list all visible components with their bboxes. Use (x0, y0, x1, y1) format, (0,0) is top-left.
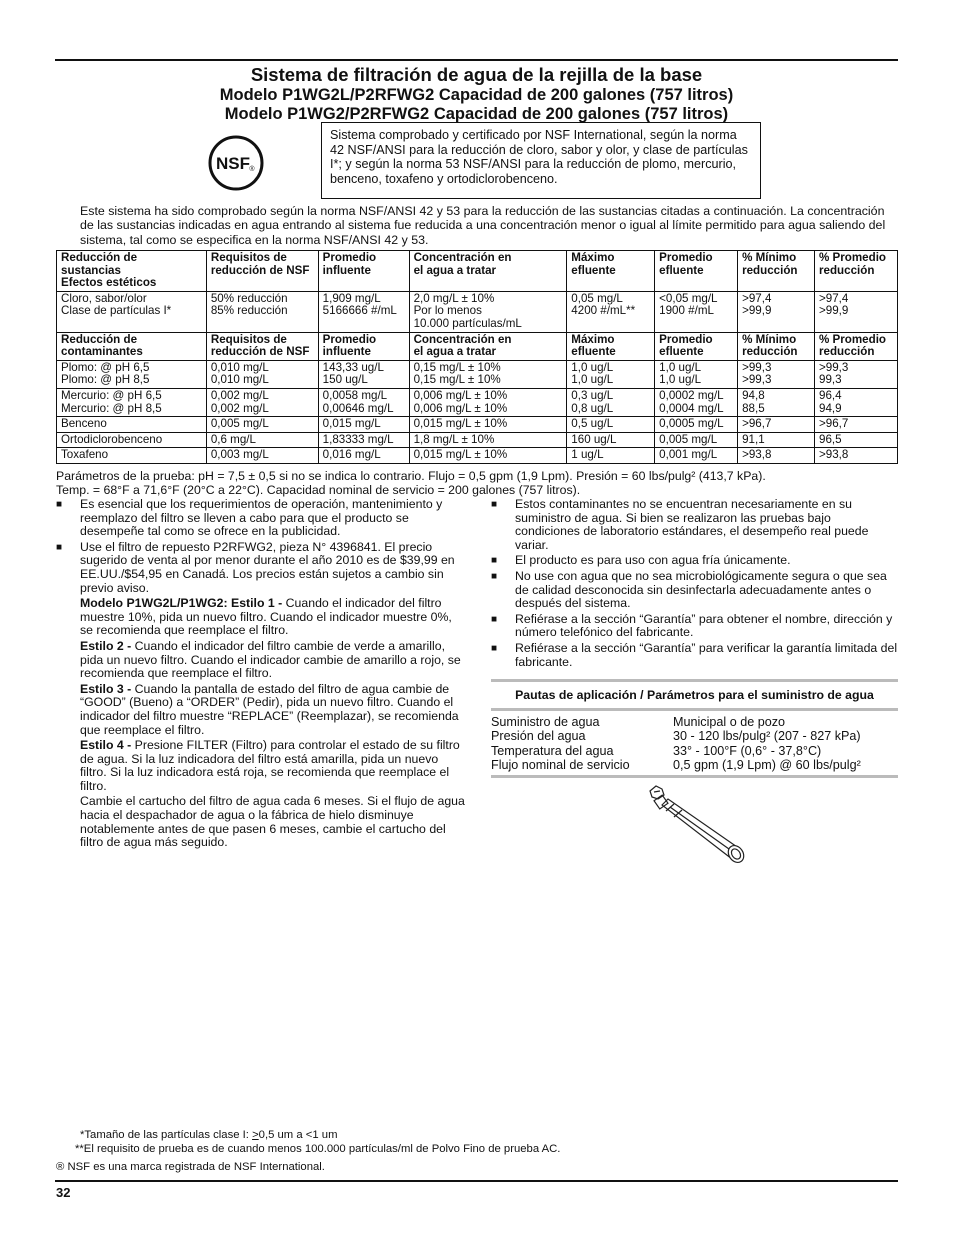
style-3-paragraph (80, 683, 466, 737)
table-cell: Cloro, sabor/olor Clase de partículas I* (57, 291, 207, 332)
table-cell: 0,05 mg/L 4200 #/mL** (567, 291, 655, 332)
footnotes (56, 1128, 898, 1174)
guidelines-row (491, 744, 898, 758)
guidelines-rows (491, 711, 898, 778)
list-item (56, 498, 466, 539)
table-cell: 1,0 ug/L 1,0 ug/L (655, 360, 738, 388)
table-cell: 0,015 mg/L ± 10% (409, 417, 567, 433)
guidelines-value: Municipal o de pozo (673, 715, 786, 729)
bullet-icon: ■ (491, 570, 498, 582)
table-cell: 1,83333 mg/L (318, 432, 409, 448)
table-header-row (57, 251, 898, 292)
table-cell: 50% reducción 85% reducción (206, 291, 318, 332)
replace-cartridge-paragraph: Cambie el cartucho del filtro de agua cada 6 meses. Si el flujo de agua hacia el despachador de agua o la fábrica de hielo disminuye notablemente antes de que pasen 6 meses, cambie el cartucho del filtro de agua más seguido. (80, 794, 465, 850)
table-cell: Reducción de sustancias Efectos estéticos (57, 251, 207, 292)
table-row (57, 291, 898, 332)
style-4-text: Presione FILTER (Filtro) para controlar el estado de su filtro de agua. Si la luz indicadora del filtro está amarilla, pida un nuevo filtro. Si la luz indicadora está roja, se recomienda que reemplace el filtro. (80, 738, 460, 793)
guidelines-value: 0,5 gpm (1,9 Lpm) @ 60 lbs/pulg² (673, 758, 861, 773)
table-cell: 160 ug/L (567, 432, 655, 448)
table-cell: 0,002 mg/L 0,002 mg/L (206, 388, 318, 416)
table-cell: Máximo efluente (567, 332, 655, 360)
style-1-label: Modelo P1WG2L/P1WG2: Estilo 1 - (80, 596, 283, 611)
table-row (57, 432, 898, 448)
footnote-2: **El requisito de prueba es de cuando menos 100.000 partículas/ml de Polvo Fino de prueba AC. (75, 1143, 561, 1155)
table-cell: >93,8 (738, 448, 815, 464)
style-2-label: Estilo 2 - (80, 638, 132, 653)
footnote-1 (56, 1128, 898, 1142)
table-cell: 0,005 mg/L (655, 432, 738, 448)
table-row (57, 417, 898, 433)
table-cell: Benceno (57, 417, 207, 433)
table-cell: 2,0 mg/L ± 10% Por lo menos 10.000 partículas/mL (409, 291, 567, 332)
table-cell: Promedio efluente (655, 332, 738, 360)
style-3-label: Estilo 3 - (80, 681, 132, 696)
table-cell: 1,0 ug/L 1,0 ug/L (567, 360, 655, 388)
table-cell: 0,010 mg/L 0,010 mg/L (206, 360, 318, 388)
table-cell: 0,003 mg/L (206, 448, 318, 464)
table-cell: 0,001 mg/L (655, 448, 738, 464)
table-cell: % Promedio reducción (815, 332, 898, 360)
table-header-row (57, 332, 898, 360)
style-1-text: Cuando el indicador del filtro muestre 10%, pida un nuevo filtro. Cuando el indicador muestre 0%, se recomienda que reemplace el filtro. (80, 596, 452, 638)
table-cell: Requisitos de reducción de NSF (206, 332, 318, 360)
table-cell: 0,015 mg/L (318, 417, 409, 433)
table-row (57, 360, 898, 388)
bullet-icon: ■ (491, 499, 498, 510)
footnote-1-pre: *Tamaño de las partículas clase I: (80, 1129, 253, 1141)
table-cell: 1 ug/L (567, 448, 655, 464)
guidelines-value: 30 - 120 lbs/pulg² (207 - 827 kPa) (673, 729, 861, 744)
table-cell: 96,4 94,9 (815, 388, 898, 416)
table-cell: Máximo efluente (567, 251, 655, 292)
footnote-1-ge: > (252, 1129, 259, 1141)
table-cell: 0,016 mg/L (318, 448, 409, 464)
intro-paragraph: Este sistema ha sido comprobado según la norma NSF/ANSI 42 y 53 para la reducción de las sustancias citadas a continuación. La concentración de las sustancias indicadas en agua entrando al sistema fue reducida a una concentración menor o igual al límite permitido para agua saliendo del sistema, tal como se especifica en la norma NSF/ANSI 42 y 53. (80, 204, 886, 247)
bullet-icon: ■ (56, 499, 63, 510)
performance-table (56, 250, 898, 464)
table-cell: Promedio influente (318, 332, 409, 360)
table-cell: 0,006 mg/L ± 10% 0,006 mg/L ± 10% (409, 388, 567, 416)
table-cell: Concentración en el agua a tratar (409, 251, 567, 292)
top-rule (55, 59, 898, 61)
page-title (55, 64, 898, 124)
style-2-text: Cuando el indicador del filtro cambie de verde a amarillo, pida un nuevo filtro. Cuando el indicador cambie de amarillo a rojo, se recomienda que reemplace el filtro. (80, 638, 461, 681)
table-cell: >99,3 99,3 (815, 360, 898, 388)
table-cell: 1,8 mg/L ± 10% (409, 432, 567, 448)
nsf-logo-text: NSF (216, 154, 250, 173)
table-cell: <0,05 mg/L 1900 #/mL (655, 291, 738, 332)
table-cell: 143,33 ug/L 150 ug/L (318, 360, 409, 388)
guidelines-key: Temperatura del agua (491, 743, 614, 758)
table-cell: Reducción de contaminantes (57, 332, 207, 360)
table-cell: % Mínimo reducción (738, 251, 815, 292)
guidelines-title: Pautas de aplicación / Parámetros para el suministro de agua (491, 679, 898, 711)
table-cell: >97,4 >99,9 (738, 291, 815, 332)
page-number: 32 (56, 1185, 71, 1200)
guidelines-row (491, 758, 898, 772)
list-item-text: Es esencial que los requerimientos de operación, mantenimiento y reemplazo del filtro se lleven a cabo para que el producto se desempeñe tal como se ofrece en la publicidad. (80, 497, 443, 539)
table-cell: >93,8 (815, 448, 898, 464)
style-4-label: Estilo 4 - (80, 738, 132, 753)
list-item (491, 570, 898, 611)
table-cell: Toxafeno (57, 448, 207, 464)
filter-cartridge-icon (640, 783, 750, 865)
table-cell: Promedio influente (318, 251, 409, 292)
guidelines-key: Suministro de agua (491, 715, 600, 729)
guidelines-value: 33° - 100°F (0,6° - 37,8°C) (673, 743, 822, 758)
list-item-text: Refiérase a la sección “Garantía” para obtener el nombre, dirección y número telefónico del fabricante. (515, 611, 893, 640)
nsf-logo-icon (208, 135, 264, 191)
table-cell: 0,0058 mg/L 0,00646 mg/L (318, 388, 409, 416)
title-line-1: Sistema de filtración de agua de la rejilla de la base (250, 64, 703, 85)
test-parameters (56, 469, 898, 497)
nsf-logo-mark: ® (249, 166, 255, 173)
list-item-text: Estos contaminantes no se encuentran necesariamente en su suministro de agua. Si bien se realizaron las pruebas bajo condiciones de laboratorio estándares, el desempeño real puede variar. (515, 497, 869, 552)
list-item (491, 613, 898, 640)
certification-box: Sistema comprobado y certificado por NSF International, según la norma 42 NSF/ANSI para la reducción de cloro, sabor y olor, y clase de partículas I*; y según la norma 53 NSF/ANSI para la reducción de plomo, mercurio, benceno, toxafeno y ortodiclorobenceno. (321, 122, 761, 199)
footnote-1-post: 0,5 um a <1 um (258, 1129, 338, 1141)
test-parameters-line-1: Parámetros de la prueba: pH = 7,5 ± 0,5 si no se indica lo contrario. Flujo = 0,5 gpm (1,9 Lpm). Presión = 60 lbs/pulg² (413,7 kPa). (56, 469, 766, 483)
guidelines-key: Flujo nominal de servicio (491, 758, 630, 773)
table-cell: 94,8 88,5 (738, 388, 815, 416)
table-row (57, 448, 898, 464)
bullet-icon: ■ (491, 613, 498, 625)
table-cell: 0,5 ug/L (567, 417, 655, 433)
table-cell: Concentración en el agua a tratar (409, 332, 567, 360)
table-cell: >99,3 >99,3 (738, 360, 815, 388)
style-4-paragraph (80, 739, 466, 793)
list-item-text: Use el filtro de repuesto P2RFWG2, pieza N° 4396841. El precio sugerido de venta al por menor durante el año 2010 es de $39,99 en EE.UU./$54,95 en Canadá. Los precios están sujetos a cambio sin previo aviso. (80, 539, 455, 595)
list-item (491, 642, 898, 669)
table-cell: 0,15 mg/L ± 10% 0,15 mg/L ± 10% (409, 360, 567, 388)
table-cell: 0,3 ug/L 0,8 ug/L (567, 388, 655, 416)
bullet-icon: ■ (491, 642, 498, 654)
guidelines-row (491, 715, 898, 729)
left-column (56, 498, 466, 852)
test-parameters-line-2: Temp. = 68°F a 71,6°F (20°C a 22°C). Capacidad nominal de servicio = 200 galones (757 litros). (56, 483, 581, 497)
table-row (57, 388, 898, 416)
footnote-3: ® NSF es una marca registrada de NSF International. (56, 1161, 325, 1173)
list-item (56, 541, 466, 595)
table-cell: Mercurio: @ pH 6,5 Mercurio: @ pH 8,5 (57, 388, 207, 416)
table-cell: Promedio efluente (655, 251, 738, 292)
table-cell: >96,7 (738, 417, 815, 433)
table-cell: % Mínimo reducción (738, 332, 815, 360)
right-column (491, 498, 898, 671)
list-item-text: El producto es para uso con agua fría únicamente. (515, 553, 791, 568)
list-item (491, 554, 898, 568)
style-3-text: Cuando la pantalla de estado del filtro de agua cambie de “GOOD” (Bueno) a “ORDER” (Pedir), pida un nuevo filtro. Cuando el indicador del filtro muestre “REPLACE” (Reemplazar), se recomienda que reemplace el filtro. (80, 681, 459, 737)
guidelines-row (491, 729, 898, 743)
list-item-text: No use con agua que no sea microbiológicamente segura o que sea de calidad desconocida sin desinfectarla adecuadamente antes o después del sistema. (515, 568, 887, 611)
table-cell: >96,7 (815, 417, 898, 433)
table-cell: Requisitos de reducción de NSF (206, 251, 318, 292)
table-cell: % Promedio reducción (815, 251, 898, 292)
table-cell: 0,0002 mg/L 0,0004 mg/L (655, 388, 738, 416)
table-cell: 0,0005 mg/L (655, 417, 738, 433)
bullet-icon: ■ (491, 555, 498, 567)
table-cell: 0,6 mg/L (206, 432, 318, 448)
table-cell: 0,015 mg/L ± 10% (409, 448, 567, 464)
table-cell: 96,5 (815, 432, 898, 448)
table-cell: >97,4 >99,9 (815, 291, 898, 332)
style-2-paragraph (80, 640, 466, 681)
guidelines-key: Presión del agua (491, 729, 586, 744)
table-cell: 91,1 (738, 432, 815, 448)
list-item-text: Refiérase a la sección “Garantía” para verificar la garantía limitada del fabricante. (515, 640, 898, 669)
title-line-2: Modelo P1WG2L/P2RFWG2 Capacidad de 200 galones (757 litros) (219, 86, 734, 104)
bullet-icon: ■ (56, 541, 63, 553)
table-cell: Ortodiclorobenceno (57, 432, 207, 448)
table-cell: Plomo: @ pH 6,5 Plomo: @ pH 8,5 (57, 360, 207, 388)
bottom-rule (55, 1180, 898, 1182)
title-line-3: Modelo P1WG2/P2RFWG2 Capacidad de 200 galones (757 litros) (224, 105, 729, 123)
style-1-paragraph (80, 597, 466, 638)
application-guidelines (491, 679, 898, 778)
table-cell: 1,909 mg/L 5166666 #/mL (318, 291, 409, 332)
list-item (491, 498, 898, 552)
table-cell: 0,005 mg/L (206, 417, 318, 433)
